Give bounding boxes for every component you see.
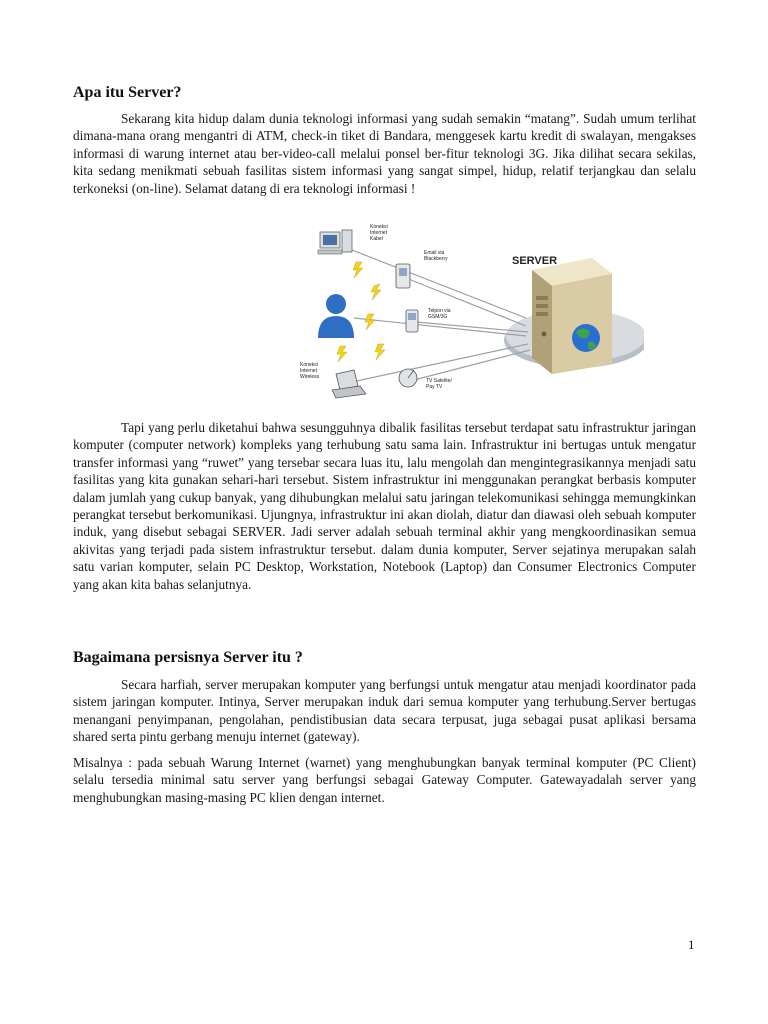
svg-text:Email via Blackberry bbox=[424, 250, 448, 262]
user-person-icon bbox=[318, 294, 354, 338]
server-label: SERVER bbox=[512, 255, 558, 267]
desktop-computer-icon bbox=[318, 230, 352, 254]
server-tower-icon bbox=[532, 258, 612, 374]
network-diagram bbox=[296, 218, 644, 402]
svg-text:Telpon via GSM/3G bbox=[428, 308, 452, 320]
laptop-icon bbox=[332, 370, 366, 398]
satellite-dish-icon bbox=[399, 369, 417, 387]
mobile-phone-icon bbox=[406, 310, 418, 332]
label-email-2: Blackberry bbox=[424, 256, 448, 262]
page-number: 1 bbox=[688, 937, 695, 952]
blackberry-phone-icon bbox=[396, 264, 410, 288]
paragraph-misalnya: Misalnya : pada sebuah Warung Internet (warnet) yang menghubungkan banyak terminal komputer (PC Client) selalu tersedia minimal satu server yang berfungsi sebagai Gateway Computer. Gatewayadalah server yang menghubungkan masing-masing PC klien dengan internet. bbox=[73, 755, 696, 805]
label-wireless-3: Wireless bbox=[300, 374, 320, 380]
paragraph-secara-harfiah: Secara harfiah, server merupakan komputer yang berfungsi untuk mengatur atau menjadi koordinator pada sistem jaringan komputer. Intinya, Server merupakan induk dari semua komputer yang terhubung.Server bertugas menangani penyimpanan, pengolahan, pendistibusian data secara terpusat, juga sebagai pusat aplikasi bersama shared serta pintu gerbang menuju internet (gateway). bbox=[73, 677, 696, 745]
label-telpon-2: GSM/3G bbox=[428, 314, 448, 320]
paragraph-infrastruktur: Tapi yang perlu diketahui bahwa sesungguhnya dibalik fasilitas tersebut terdapat satu infrastruktur jaringan komputer (computer network) kompleks yang terhubung satu sama lain. Infrastruktur ini bertugas untuk mengatur transfer informasi yang “ruwet” yang tersebar secara luas itu, lalu mengolah dan mengintegrasikannya menjadi satu fasilitas yang kita gunakan sehari-hari tersebut. Sistem infrastruktur ini menggunakan perangkat berbasis komputer dalam jumlah yang cukup banyak, yang dihubungkan melalui satu jaringan telekomunikasi sehingga memungkinkan perangkat tersebut berkomunikasi. Ujungnya, infrastruktur ini akan diolah, diatur dan diawasi oleh sebuah komputer induk, yang disebut sebagai SERVER. Jadi server adalah sebuah terminal akhir yang mengkoordinasikan semua akivitas yang terjadi pada sistem infrastruktur tersebut. dalam dunia komputer, Server sejatinya merupakan salah satu varian komputer, selain PC Desktop, Workstation, Notebook (Laptop) dan Consumer Electronics Computer yang akan kita bahas selanjutnya. bbox=[73, 420, 696, 592]
globe-icon bbox=[572, 324, 600, 352]
section-heading-bagaimana-persisnya: Bagaimana persisnya Server itu ? bbox=[73, 649, 303, 666]
label-email-1: Email via bbox=[424, 250, 445, 256]
label-kabel-2: Internet bbox=[370, 230, 387, 236]
section-heading-apa-itu-server: Apa itu Server? bbox=[73, 84, 182, 101]
label-telpon-1: Telpon via bbox=[428, 308, 451, 314]
label-tv-2: Pay TV bbox=[426, 384, 443, 390]
paragraph-intro: Sekarang kita hidup dalam dunia teknologi informasi yang sudah semakin “matang”. Sudah umum terlihat dimana-mana orang mengantri di ATM, check-in tiket di Bandara, menggesek kartu kredit di swalayan, mengakses informasi di warung internet atau ber-video-call melalui ponsel ber-fitur teknologi 3G. Jika dilihat secara sekilas, kita sedang menikmati sebuah fasilitas sistem informasi yang sangat simpel, hidup, relatif terjangkau dan selalu terkoneksi (on-line). Selamat datang di era teknologi informasi ! bbox=[73, 111, 696, 196]
label-tv-1: TV Satelite/ bbox=[426, 378, 452, 384]
svg-text:Koneksi Internet bbox=[300, 362, 320, 380]
lightning-bolt-icons bbox=[337, 262, 385, 362]
svg-text:Koneksi Internet bbox=[370, 224, 389, 242]
server-network-figure bbox=[296, 218, 644, 402]
label-wireless-2: Internet bbox=[300, 368, 317, 374]
label-kabel-3: Kabel bbox=[370, 236, 383, 242]
label-kabel-1: Koneksi bbox=[370, 224, 388, 230]
svg-text:TV Satelite/ Pay TV bbox=[426, 378, 453, 390]
label-wireless-1: Koneksi bbox=[300, 362, 318, 368]
